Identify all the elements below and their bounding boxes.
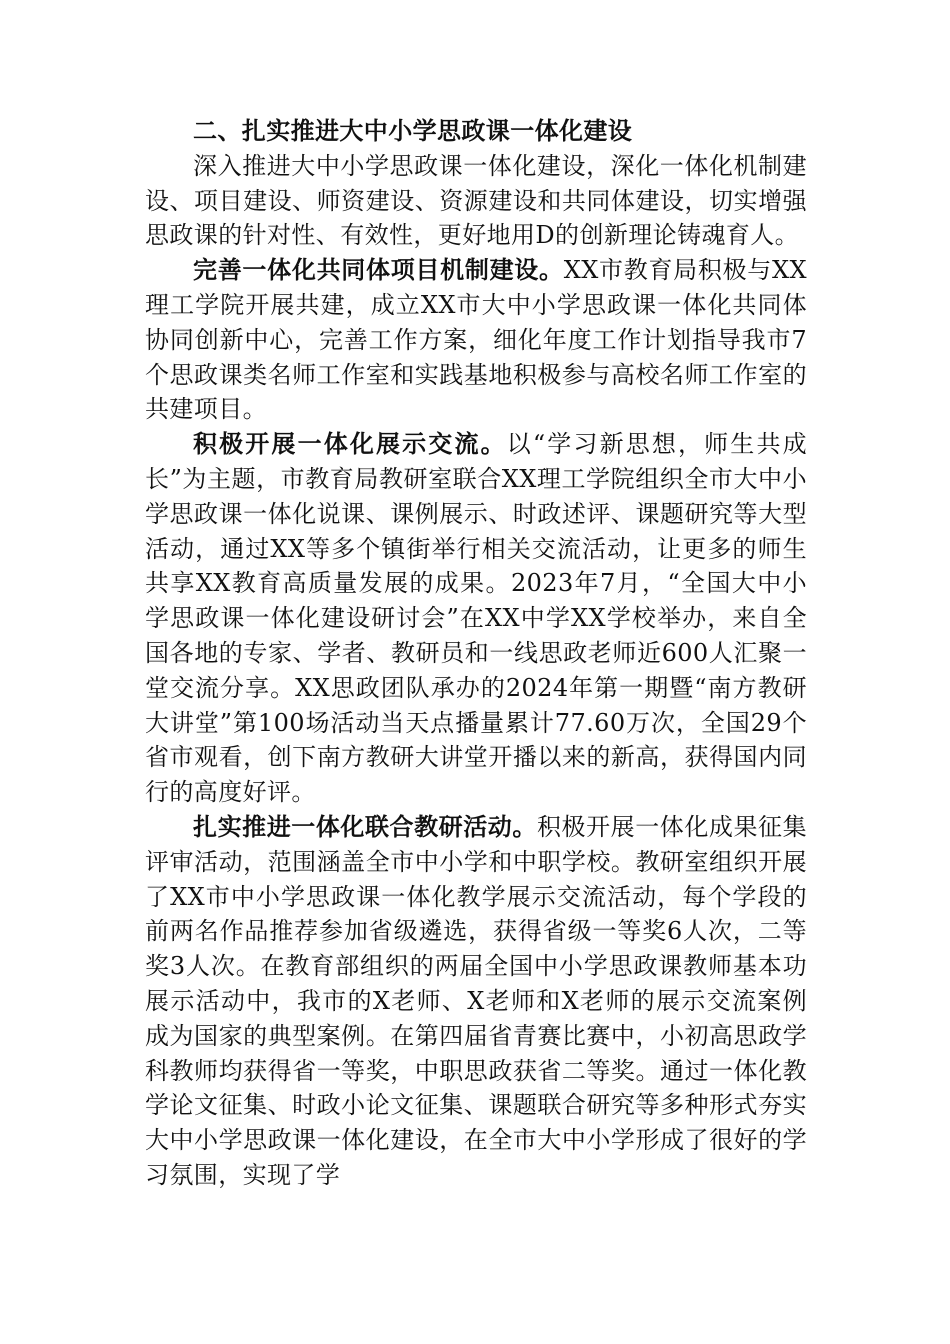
- intro-paragraph: 深入推进大中小学思政课一体化建设，深化一体化机制建设、项目建设、师资建设、资源建设和共同体建设，切实增强思政课的针对性、有效性，更好地用D的创新理论铸魂育人。: [145, 151, 807, 250]
- paragraph-exhibition: [145, 427, 807, 810]
- paragraph-lead: 完善一体化共同体项目机制建设。: [193, 256, 564, 285]
- paragraph-mechanism: [145, 253, 807, 427]
- paragraph-lead: 扎实推进一体化联合教研活动。: [193, 812, 537, 841]
- paragraph-joint-research: [145, 810, 807, 1193]
- paragraph-lead: 积极开展一体化展示交流。: [193, 430, 507, 459]
- paragraph-text: XX市教育局积极与XX理工学院开展共建，成立XX市大中小学思政课一体化共同体协同创新中心，完善工作方案，细化年度工作计划指导我市7个思政课类名师工作室和实践基地积极参与高校名师工作室的共建项目。: [145, 256, 807, 424]
- document-body: [145, 114, 807, 1193]
- paragraph-text: 积极开展一体化成果征集评审活动，范围涵盖全市中小学和中职学校。教研室组织开展了XX市中小学思政课一体化教学展示交流活动，每个学段的前两名作品推荐参加省级遴选，获得省级一等奖6人次，二等奖3人次。在教育部组织的两届全国中小学思政课教师基本功展示活动中，我市的X老师、X老师和X老师的展示交流案例成为国家的典型案例。在第四届省青赛比赛中，小初高思政学科教师均获得省一等奖，中职思政获省二等奖。通过一体化教学论文征集、时政小论文征集、课题联合研究等多种形式夯实大中小学思政课一体化建设，在全市大中小学形成了很好的学习氛围，实现了学: [145, 812, 807, 1189]
- section-heading: 二、扎实推进大中小学思政课一体化建设: [193, 117, 633, 145]
- paragraph-text: 以“学习新思想，师生共成长”为主题，市教育局教研室联合XX理工学院组织全市大中小学思政课一体化说课、课例展示、时政述评、课题研究等大型活动，通过XX等多个镇街举行相关交流活动，让更多的师生共享XX教育高质量发展的成果。2023年7月，“全国大中小学思政课一体化建设研讨会”在XX中学XX学校举办，来自全国各地的专家、学者、教研员和一线思政老师近600人汇聚一堂交流分享。XX思政团队承办的2024年第一期暨“南方教研大讲堂”第100场活动当天点播量累计77.60万次，全国29个省市观看，创下南方教研大讲堂开播以来的新高，获得国内同行的高度好评。: [145, 430, 807, 807]
